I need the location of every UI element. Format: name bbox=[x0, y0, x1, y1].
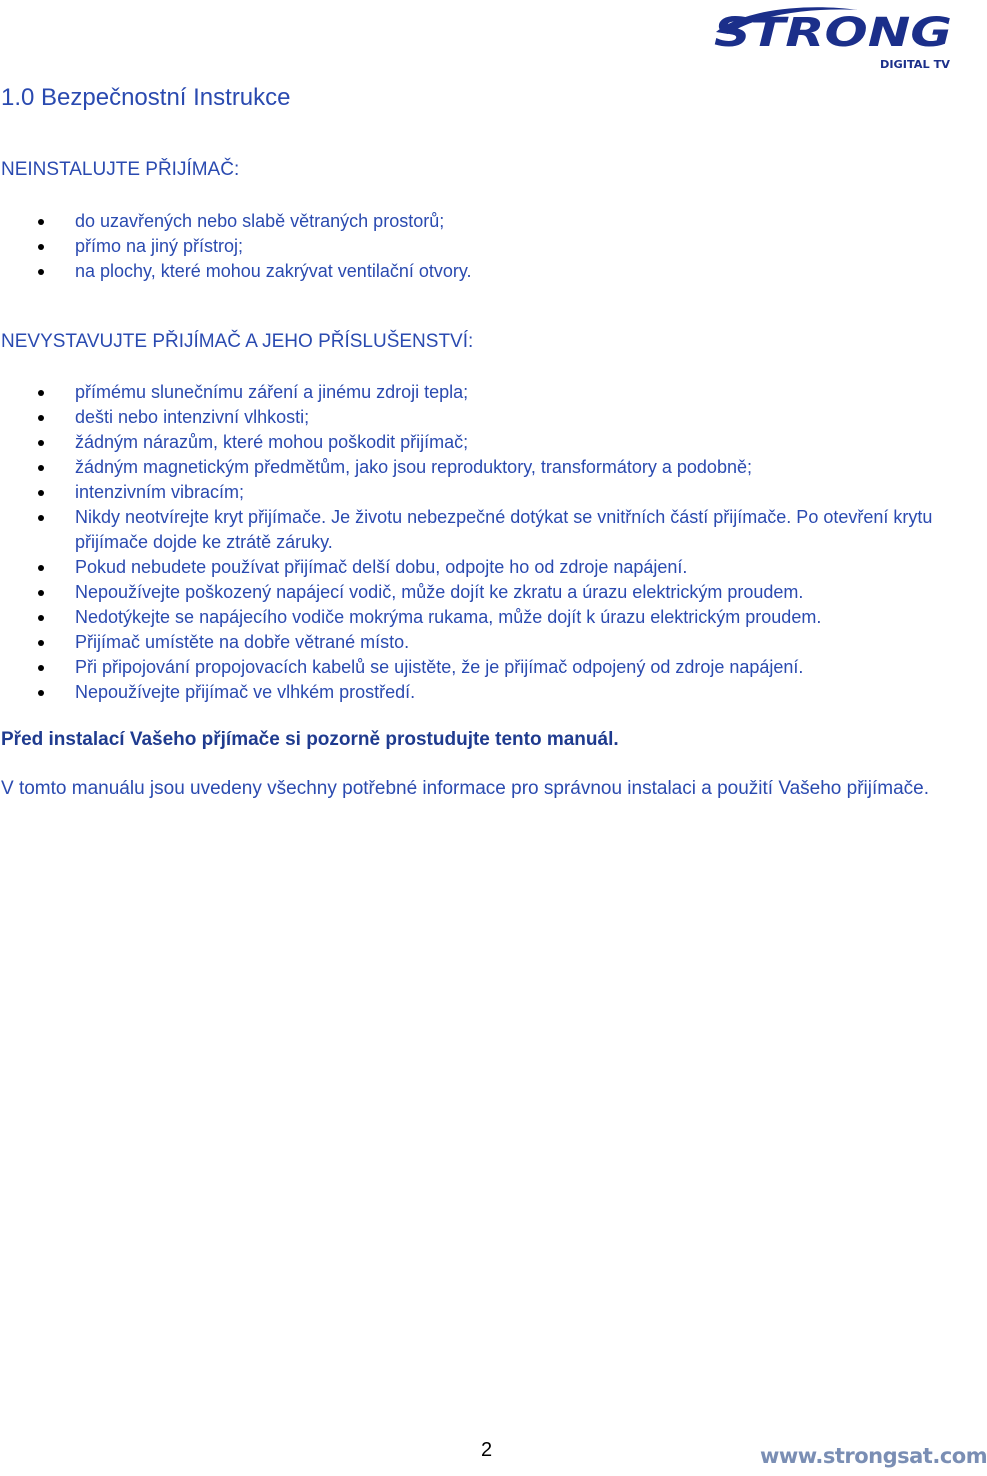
list-item bbox=[0, 380, 950, 405]
list-item-text: Přijímač umístěte na dobře větrané místo. bbox=[75, 632, 410, 652]
strong-logo bbox=[708, 2, 956, 72]
list-item bbox=[0, 234, 950, 259]
list-item bbox=[0, 630, 950, 655]
section-heading-install: NEINSTALUJTE PŘIJÍMAČ: bbox=[1, 159, 240, 180]
list-item bbox=[0, 209, 950, 234]
bullet-icon bbox=[38, 640, 44, 646]
bullet-icon bbox=[38, 440, 44, 446]
section-heading-exposure: NEVYSTAVUJTE PŘIJÍMAČ A JEHO PŘÍSLUŠENSTVÍ: bbox=[1, 331, 474, 352]
list-item bbox=[0, 655, 950, 680]
list-item-text: Nedotýkejte se napájecího vodiče mokrýma rukama, může dojít k úrazu elektrickým proudem. bbox=[75, 607, 822, 627]
list-item-text: žádným nárazům, které mohou poškodit přijímač; bbox=[75, 432, 469, 452]
list-item-text: Při připojování propojovacích kabelů se ujistěte, že je přijímač odpojený od zdroje napájení. bbox=[75, 657, 804, 677]
manual-info-paragraph: V tomto manuálu jsou uvedeny všechny potřebné informace pro správnou instalaci a použití Vašeho přijímače. bbox=[1, 778, 929, 799]
list-item-text: Nikdy neotvírejte kryt přijímače. Je životu nebezpečné dotýkat se vnitřních částí přijímače. Po otevření krytu přijímače dojde ke ztrátě záruky. bbox=[75, 507, 933, 552]
logo-subtitle: DIGITAL TV bbox=[880, 58, 951, 71]
bullet-icon bbox=[38, 590, 44, 596]
list-item bbox=[0, 405, 950, 430]
list-item bbox=[0, 455, 950, 480]
bullet-icon bbox=[38, 515, 44, 521]
list-item-text: žádným magnetickým předmětům, jako jsou reproduktory, transformátory a podobně; bbox=[75, 457, 752, 477]
bullet-icon bbox=[38, 415, 44, 421]
list-item bbox=[0, 430, 950, 455]
install-warnings-list bbox=[0, 209, 950, 284]
bullet-icon bbox=[38, 244, 44, 250]
read-manual-note: Před instalací Vašeho přjímače si pozorně prostudujte tento manuál. bbox=[1, 729, 619, 750]
page-title: 1.0 Bezpečnostní Instrukce bbox=[1, 84, 291, 111]
list-item bbox=[0, 259, 950, 284]
bullet-icon bbox=[38, 269, 44, 275]
list-item-text: přímému slunečnímu záření a jinému zdroji tepla; bbox=[75, 382, 469, 402]
bullet-icon bbox=[38, 490, 44, 496]
bullet-icon bbox=[38, 690, 44, 696]
bullet-icon bbox=[38, 390, 44, 396]
list-item bbox=[0, 505, 950, 555]
footer-url: www.strongsat.com bbox=[760, 1444, 987, 1468]
bullet-icon bbox=[38, 219, 44, 225]
list-item-text: intenzivním vibracím; bbox=[75, 482, 245, 502]
bullet-icon bbox=[38, 615, 44, 621]
list-item-text: na plochy, které mohou zakrývat ventilační otvory. bbox=[75, 261, 472, 281]
list-item-text: přímo na jiný přístroj; bbox=[75, 236, 244, 256]
list-item bbox=[0, 680, 950, 705]
page-number: 2 bbox=[481, 1439, 493, 1461]
list-item bbox=[0, 555, 950, 580]
list-item-text: Pokud nebudete používat přijímač delší dobu, odpojte ho od zdroje napájení. bbox=[75, 557, 688, 577]
bullet-icon bbox=[38, 465, 44, 471]
list-item bbox=[0, 580, 950, 605]
list-item-text: Nepoužívejte přijímač ve vlhkém prostředí. bbox=[75, 682, 416, 702]
list-item-text: dešti nebo intenzivní vlhkosti; bbox=[75, 407, 310, 427]
bullet-icon bbox=[38, 665, 44, 671]
list-item bbox=[0, 480, 950, 505]
bullet-icon bbox=[38, 565, 44, 571]
list-item-text: Nepoužívejte poškozený napájecí vodič, může dojít ke zkratu a úrazu elektrickým proudem. bbox=[75, 582, 804, 602]
exposure-warnings-list bbox=[0, 380, 950, 705]
list-item bbox=[0, 605, 950, 630]
list-item-text: do uzavřených nebo slabě větraných prostorů; bbox=[75, 211, 445, 231]
logo-text: STRONG bbox=[714, 10, 952, 56]
